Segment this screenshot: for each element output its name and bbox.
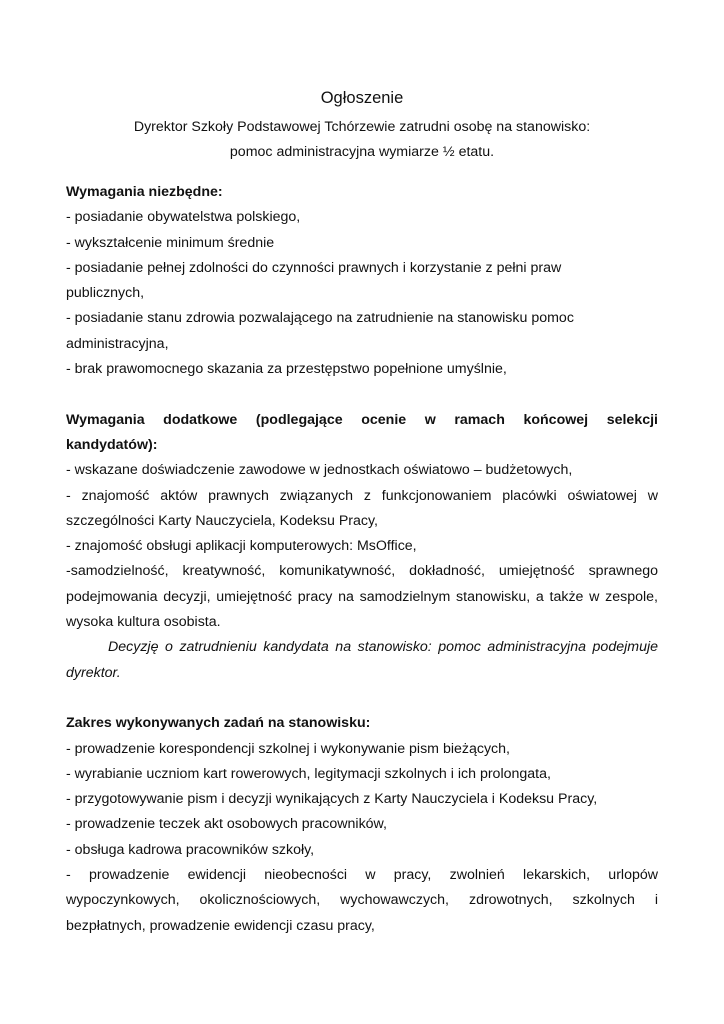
tasks-heading: Zakres wykonywanych zadań na stanowisku: (66, 715, 371, 732)
additional-line: - znajomość obsługi aplikacji komputerowych: MsOffice, (66, 538, 417, 555)
document-body (66, 180, 658, 939)
required-line: - posiadanie stanu zdrowia pozwalającego na zatrudnienie na stanowisku pomoc (66, 310, 574, 327)
required-line: - wykształcenie minimum średnie (66, 234, 275, 251)
additional-line: -samodzielność, kreatywność, komunikatywność, dokładność, umiejętność sprawnego (66, 563, 658, 580)
task-line: wypoczynkowych, okolicznościowych, wychowawczych, zdrowotnych, szkolnych i (66, 892, 658, 909)
task-line: - prowadzenie ewidencji nieobecności w pracy, zwolnień lekarskich, urlopów (66, 867, 658, 884)
task-line: - obsługa kadrowa pracowników szkoły, (66, 841, 315, 858)
task-line: - przygotowywanie pism i decyzji wynikających z Karty Nauczyciela i Kodeksu Pracy, (66, 791, 598, 808)
additional-heading-line-2: kandydatów): (66, 436, 158, 453)
intro-line-1: Dyrektor Szkoły Podstawowej Tchórzewie zatrudni osobę na stanowisko: (133, 119, 591, 135)
decision-line-1: Decyzję o zatrudnieniu kandydata na stanowisko: pomoc administracyjna podejmuje (108, 639, 658, 656)
additional-heading-line-1: Wymagania dodatkowe (podlegające ocenie w ramach końcowej selekcji (66, 411, 658, 428)
additional-line: podejmowania decyzji, umiejętność pracy na samodzielnym stanowisku, a także w zespole, (66, 588, 658, 605)
required-line: publicznych, (66, 285, 145, 302)
task-line: bezpłatnych, prowadzenie ewidencji czasu pracy, (66, 917, 375, 934)
required-line: - posiadanie pełnej zdolności do czynności prawnych i korzystanie z pełni praw (66, 259, 562, 276)
required-line: - brak prawomocnego skazania za przestępstwo popełnione umyślnie, (66, 361, 507, 378)
required-line: - posiadanie obywatelstwa polskiego, (66, 209, 301, 226)
spacer (66, 686, 658, 711)
additional-line: szczególności Karty Nauczyciela, Kodeksu Pracy, (66, 512, 378, 529)
additional-line: - znajomość aktów prawnych związanych z funkcjonowaniem placówki oświatowej w (66, 487, 658, 504)
intro-line-2: pomoc administracyjna wymiarze ½ etatu. (229, 144, 495, 160)
decision-line-2: dyrektor. (66, 664, 121, 681)
task-line: - wyrabianie uczniom kart rowerowych, legitymacji szkolnych i ich prolongata, (66, 765, 551, 782)
document-title: Ogłoszenie (320, 89, 404, 107)
required-heading: Wymagania niezbędne: (66, 184, 223, 200)
required-line: administracyjna, (66, 335, 169, 352)
additional-line: wysoka kultura osobista. (66, 614, 221, 631)
task-line: - prowadzenie teczek akt osobowych pracowników, (66, 816, 387, 833)
spacer (66, 382, 658, 407)
task-line: - prowadzenie korespondencji szkolnej i wykonywanie pism bieżących, (66, 740, 510, 757)
additional-line: - wskazane doświadczenie zawodowe w jednostkach oświatowo – budżetowych, (66, 462, 573, 479)
